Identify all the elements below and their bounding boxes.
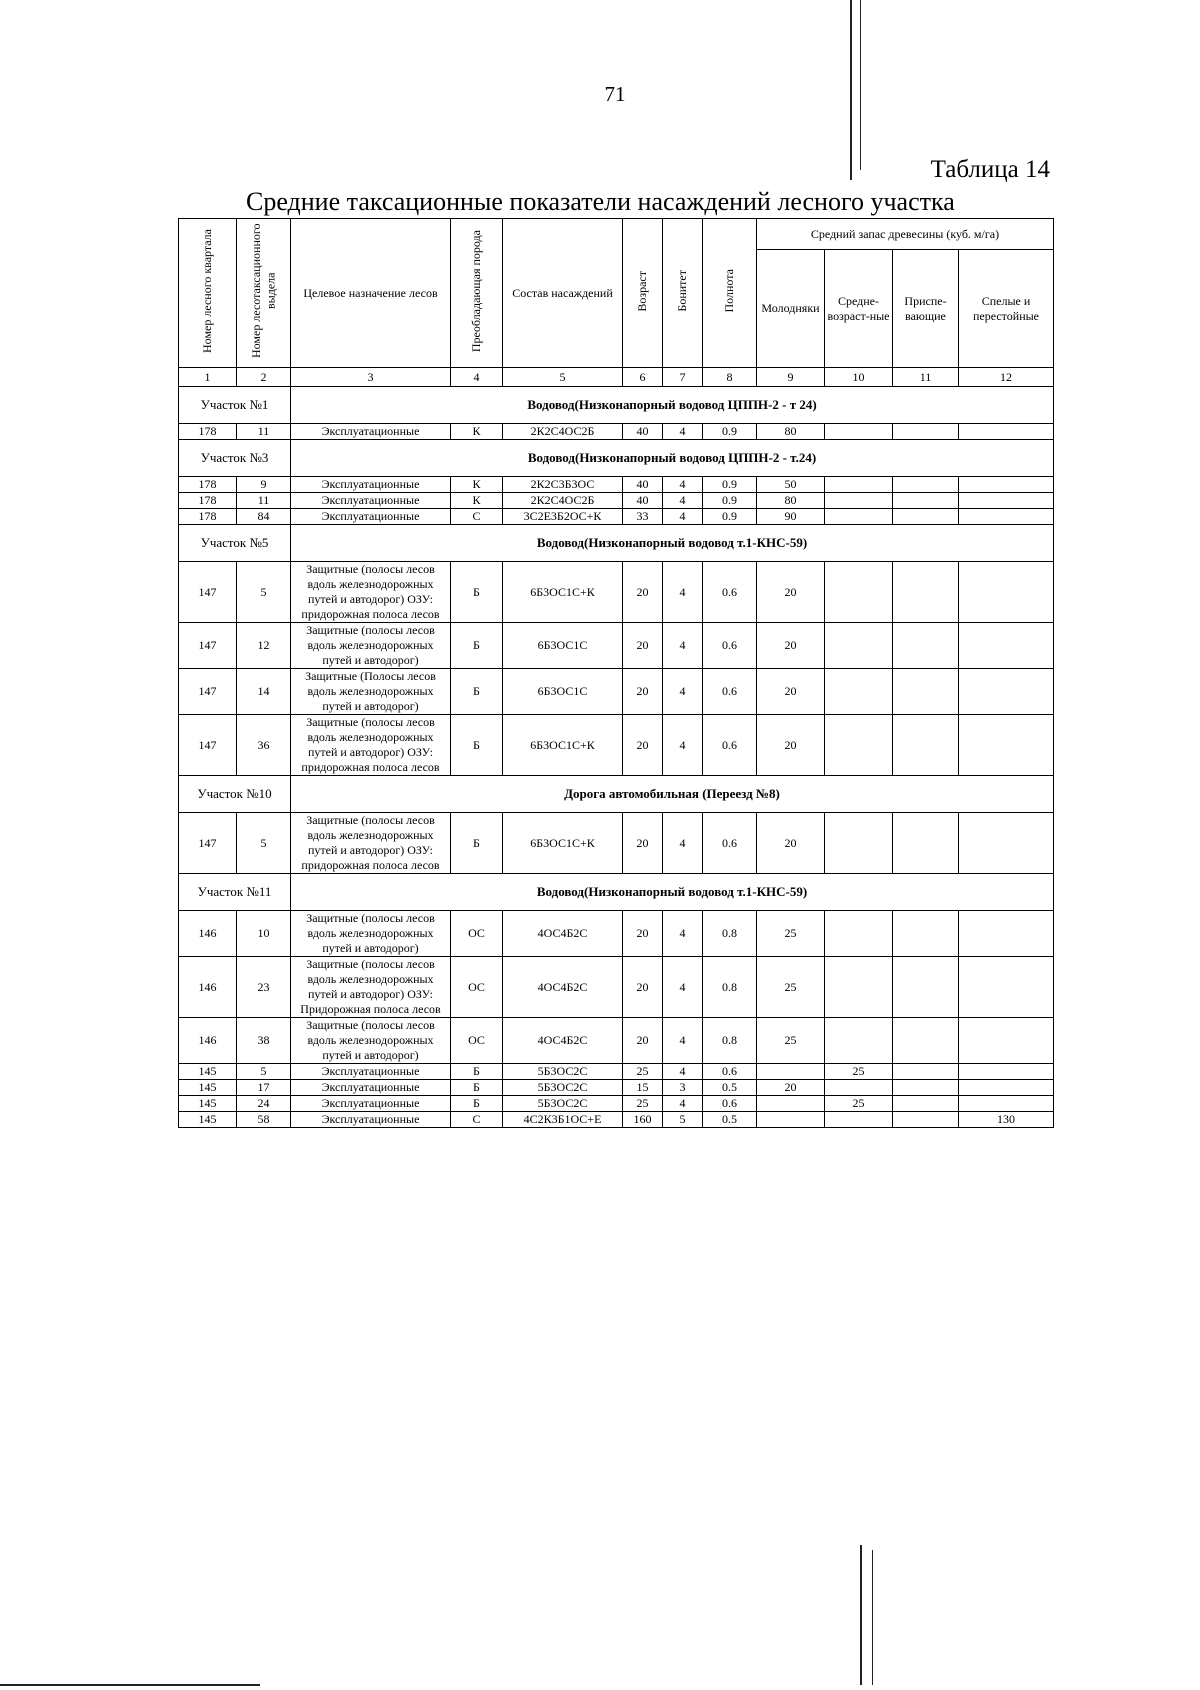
section-label: Участок №3 xyxy=(179,440,291,477)
table-cell: Эксплуатационные xyxy=(291,493,451,509)
table-cell: Эксплуатационные xyxy=(291,1112,451,1128)
table-row xyxy=(179,1018,1054,1064)
table-cell: 178 xyxy=(179,477,237,493)
table-cell xyxy=(959,477,1054,493)
column-number: 7 xyxy=(663,368,703,387)
table-cell: С xyxy=(451,509,503,525)
table-cell xyxy=(959,493,1054,509)
table-cell: 20 xyxy=(623,715,663,776)
table-cell xyxy=(825,493,893,509)
table-cell: Защитные (полосы лесов вдоль железнодорожных путей и автодорог) xyxy=(291,623,451,669)
table-cell: 147 xyxy=(179,562,237,623)
table-cell xyxy=(893,957,959,1018)
table-cell: 12 xyxy=(237,623,291,669)
table-cell: 10 xyxy=(237,911,291,957)
table-cell: К xyxy=(451,477,503,493)
table-cell xyxy=(825,669,893,715)
table-cell: 40 xyxy=(623,477,663,493)
table-cell: 5 xyxy=(237,813,291,874)
table-cell: Защитные (полосы лесов вдоль железнодорожных путей и автодорог) xyxy=(291,1018,451,1064)
table-cell xyxy=(825,424,893,440)
table-cell: 145 xyxy=(179,1064,237,1080)
table-cell xyxy=(959,715,1054,776)
table-cell: 40 xyxy=(623,424,663,440)
table-cell xyxy=(893,623,959,669)
table-cell: 146 xyxy=(179,1018,237,1064)
table-cell: К xyxy=(451,493,503,509)
table-cell: К xyxy=(451,424,503,440)
table-cell: 145 xyxy=(179,1080,237,1096)
table-cell: 25 xyxy=(825,1096,893,1112)
table-cell: 20 xyxy=(623,623,663,669)
table-cell: Защитные (полосы лесов вдоль железнодорожных путей и автодорог) ОЗУ: придорожная полоса лесов xyxy=(291,562,451,623)
column-number: 10 xyxy=(825,368,893,387)
table-cell xyxy=(893,669,959,715)
table-cell: 4 xyxy=(663,424,703,440)
table-cell: 0.6 xyxy=(703,623,757,669)
section-title: Дорога автомобильная (Переезд №8) xyxy=(291,776,1054,813)
table-cell xyxy=(757,1096,825,1112)
table-cell: 4 xyxy=(663,477,703,493)
table-cell: 6Б3ОС1С+К xyxy=(503,715,623,776)
table-cell: 0.8 xyxy=(703,957,757,1018)
table-cell: Эксплуатационные xyxy=(291,477,451,493)
section-header-row xyxy=(179,776,1054,813)
header-species: Преобладающая порода xyxy=(451,219,503,368)
header-bonitet: Бонитет xyxy=(663,219,703,368)
table-cell: 58 xyxy=(237,1112,291,1128)
table-cell: 6Б3ОС1С xyxy=(503,623,623,669)
table-row xyxy=(179,669,1054,715)
table-cell: 9 xyxy=(237,477,291,493)
table-cell: С xyxy=(451,1112,503,1128)
table-cell: 14 xyxy=(237,669,291,715)
table-row xyxy=(179,424,1054,440)
header-young: Молодняки xyxy=(757,250,825,368)
table-cell: 24 xyxy=(237,1096,291,1112)
table-cell: Б xyxy=(451,1080,503,1096)
table-cell: 3С2Е3Б2ОС+К xyxy=(503,509,623,525)
table-row xyxy=(179,813,1054,874)
table-cell: 20 xyxy=(757,623,825,669)
table-cell: Эксплуатационные xyxy=(291,1096,451,1112)
table-cell: 4 xyxy=(663,813,703,874)
table-cell xyxy=(959,623,1054,669)
table-cell: 147 xyxy=(179,813,237,874)
table-cell: 6Б3ОС1С+К xyxy=(503,562,623,623)
table-cell xyxy=(959,813,1054,874)
column-number: 11 xyxy=(893,368,959,387)
table-cell xyxy=(825,1112,893,1128)
table-cell: Эксплуатационные xyxy=(291,1080,451,1096)
table-cell: 130 xyxy=(959,1112,1054,1128)
header-purpose: Целевое назначение лесов xyxy=(291,219,451,368)
table-cell: 2К2С4ОС2Б xyxy=(503,424,623,440)
scan-artifact-line xyxy=(860,1545,862,1685)
section-label: Участок №5 xyxy=(179,525,291,562)
table-cell xyxy=(893,493,959,509)
header-composition: Состав насаждений xyxy=(503,219,623,368)
header-density: Полнота xyxy=(703,219,757,368)
table-cell xyxy=(757,1112,825,1128)
table-row xyxy=(179,1064,1054,1080)
table-cell xyxy=(959,957,1054,1018)
table-cell xyxy=(959,911,1054,957)
table-row xyxy=(179,1096,1054,1112)
column-number: 3 xyxy=(291,368,451,387)
section-title: Водовод(Низконапорный водовод ЦППН-2 - т 24) xyxy=(291,387,1054,424)
table-cell: 36 xyxy=(237,715,291,776)
table-cell xyxy=(893,477,959,493)
table-cell: 5Б3ОС2С xyxy=(503,1064,623,1080)
table-cell: 4 xyxy=(663,1096,703,1112)
table-cell: 3 xyxy=(663,1080,703,1096)
table-cell xyxy=(825,562,893,623)
table-cell: 80 xyxy=(757,493,825,509)
section-title: Водовод(Низконапорный водовод ЦППН-2 - т.24) xyxy=(291,440,1054,477)
table-cell: 147 xyxy=(179,715,237,776)
table-row xyxy=(179,715,1054,776)
table-cell xyxy=(959,1064,1054,1080)
table-cell: Б xyxy=(451,1096,503,1112)
table-cell: 20 xyxy=(757,562,825,623)
table-cell: 147 xyxy=(179,669,237,715)
table-cell: 0.6 xyxy=(703,562,757,623)
scan-artifact-line xyxy=(0,1684,260,1686)
table-cell xyxy=(893,1096,959,1112)
table-cell: 20 xyxy=(623,957,663,1018)
section-header-row xyxy=(179,387,1054,424)
table-cell: 4 xyxy=(663,623,703,669)
table-cell: 178 xyxy=(179,424,237,440)
header-middle: Средне-возраст-ные xyxy=(825,250,893,368)
table-cell: 4 xyxy=(663,957,703,1018)
table-cell: 20 xyxy=(623,813,663,874)
table-cell: 4 xyxy=(663,1064,703,1080)
table-cell: 5Б3ОС2С xyxy=(503,1096,623,1112)
table-cell xyxy=(893,715,959,776)
table-cell: 4 xyxy=(663,911,703,957)
table-row xyxy=(179,493,1054,509)
table-cell: 25 xyxy=(757,957,825,1018)
table-cell: 4ОС4Б2С xyxy=(503,1018,623,1064)
table-cell xyxy=(825,715,893,776)
section-header-row xyxy=(179,440,1054,477)
header-quarter: Номер лесного квартала xyxy=(179,219,237,368)
scan-artifact-line xyxy=(850,0,852,180)
column-number: 2 xyxy=(237,368,291,387)
table-cell: 15 xyxy=(623,1080,663,1096)
table-cell: Б xyxy=(451,623,503,669)
table-cell: 23 xyxy=(237,957,291,1018)
table-cell: 0.5 xyxy=(703,1080,757,1096)
header-plot: Номер лесотаксационного выдела xyxy=(237,219,291,368)
section-label: Участок №1 xyxy=(179,387,291,424)
table-cell: ОС xyxy=(451,957,503,1018)
table-cell: 20 xyxy=(757,715,825,776)
table-cell xyxy=(959,509,1054,525)
table-cell xyxy=(959,1096,1054,1112)
table-cell xyxy=(959,562,1054,623)
table-cell: 4 xyxy=(663,715,703,776)
table-title: Средние таксационные показатели насаждений лесного участка xyxy=(246,187,955,216)
table-cell: 33 xyxy=(623,509,663,525)
table-row xyxy=(179,477,1054,493)
table-cell xyxy=(825,477,893,493)
table-cell xyxy=(825,957,893,1018)
table-cell: 20 xyxy=(757,813,825,874)
table-cell: 178 xyxy=(179,493,237,509)
table-cell: 0.9 xyxy=(703,424,757,440)
table-cell: 0.6 xyxy=(703,715,757,776)
table-cell: 145 xyxy=(179,1112,237,1128)
header-maturing: Приспе-вающие xyxy=(893,250,959,368)
taxation-table xyxy=(178,218,1054,1128)
table-cell: Эксплуатационные xyxy=(291,1064,451,1080)
table-cell: 4ОС4Б2С xyxy=(503,957,623,1018)
table-cell: 0.8 xyxy=(703,1018,757,1064)
table-cell: 0.6 xyxy=(703,669,757,715)
table-cell xyxy=(825,1018,893,1064)
table-cell: 5 xyxy=(237,562,291,623)
table-cell: 0.9 xyxy=(703,477,757,493)
table-cell xyxy=(893,509,959,525)
header-stock-group: Средний запас древесины (куб. м/га) xyxy=(757,219,1054,250)
table-cell xyxy=(959,669,1054,715)
section-title: Водовод(Низконапорный водовод т.1-КНС-59) xyxy=(291,874,1054,911)
table-cell: 4ОС4Б2С xyxy=(503,911,623,957)
table-cell: 4 xyxy=(663,509,703,525)
table-cell: Б xyxy=(451,813,503,874)
table-cell: 0.8 xyxy=(703,911,757,957)
table-cell: 146 xyxy=(179,911,237,957)
column-number: 1 xyxy=(179,368,237,387)
table-cell: 4 xyxy=(663,562,703,623)
table-row xyxy=(179,509,1054,525)
table-cell: 20 xyxy=(623,911,663,957)
table-cell: 20 xyxy=(757,1080,825,1096)
section-header-row xyxy=(179,874,1054,911)
table-cell: 147 xyxy=(179,623,237,669)
column-number-row xyxy=(179,368,1054,387)
table-cell xyxy=(893,424,959,440)
table-cell: ОС xyxy=(451,911,503,957)
table-cell xyxy=(893,911,959,957)
column-number: 12 xyxy=(959,368,1054,387)
table-row xyxy=(179,623,1054,669)
column-number: 9 xyxy=(757,368,825,387)
table-cell: 5 xyxy=(663,1112,703,1128)
table-cell xyxy=(959,424,1054,440)
header-mature: Спелые и перестойные xyxy=(959,250,1054,368)
table-cell: 80 xyxy=(757,424,825,440)
table-cell xyxy=(825,813,893,874)
table-cell: 0.9 xyxy=(703,493,757,509)
table-cell: 38 xyxy=(237,1018,291,1064)
table-cell: 20 xyxy=(757,669,825,715)
table-cell: 2К2С4ОС2Б xyxy=(503,493,623,509)
table-cell xyxy=(893,562,959,623)
table-cell: Защитные (полосы лесов вдоль железнодорожных путей и автодорог) ОЗУ: придорожная полоса лесов xyxy=(291,813,451,874)
table-cell xyxy=(825,509,893,525)
table-cell xyxy=(825,623,893,669)
table-cell: Б xyxy=(451,669,503,715)
table-cell: 25 xyxy=(757,1018,825,1064)
table-cell xyxy=(825,1080,893,1096)
table-cell: 40 xyxy=(623,493,663,509)
table-cell: 160 xyxy=(623,1112,663,1128)
table-row xyxy=(179,957,1054,1018)
table-cell: 20 xyxy=(623,1018,663,1064)
column-number: 4 xyxy=(451,368,503,387)
column-number: 6 xyxy=(623,368,663,387)
page-number: 71 xyxy=(604,82,626,106)
table-cell: 146 xyxy=(179,957,237,1018)
table-cell: Б xyxy=(451,562,503,623)
table-cell: 178 xyxy=(179,509,237,525)
table-cell: 5 xyxy=(237,1064,291,1080)
table-cell: 25 xyxy=(623,1096,663,1112)
table-cell: Эксплуатационные xyxy=(291,424,451,440)
table-cell: 6Б3ОС1С+К xyxy=(503,813,623,874)
table-cell xyxy=(893,1064,959,1080)
table-cell xyxy=(893,1018,959,1064)
section-title: Водовод(Низконапорный водовод т.1-КНС-59) xyxy=(291,525,1054,562)
table-cell: Защитные (полосы лесов вдоль железнодорожных путей и автодорог) ОЗУ: Придорожная полоса лесов xyxy=(291,957,451,1018)
column-number: 8 xyxy=(703,368,757,387)
section-label: Участок №10 xyxy=(179,776,291,813)
table-cell: Защитные (Полосы лесов вдоль железнодорожных путей и автодорог) xyxy=(291,669,451,715)
table-cell: 0.6 xyxy=(703,813,757,874)
table-cell: Эксплуатационные xyxy=(291,509,451,525)
table-caption: Таблица 14 xyxy=(930,156,1050,183)
scan-artifact-line xyxy=(872,1550,873,1685)
table-cell: 4 xyxy=(663,1018,703,1064)
table-cell: 6Б3ОС1С xyxy=(503,669,623,715)
table-cell: 0.6 xyxy=(703,1064,757,1080)
table-cell: 0.6 xyxy=(703,1096,757,1112)
table-cell: Защитные (полосы лесов вдоль железнодорожных путей и автодорог) ОЗУ: придорожная полоса лесов xyxy=(291,715,451,776)
table-cell: 145 xyxy=(179,1096,237,1112)
table-cell: 2К2С3Б3ОС xyxy=(503,477,623,493)
table-row xyxy=(179,911,1054,957)
table-cell xyxy=(893,1080,959,1096)
table-cell: 84 xyxy=(237,509,291,525)
column-number: 5 xyxy=(503,368,623,387)
table-cell: 25 xyxy=(757,911,825,957)
table-row xyxy=(179,1080,1054,1096)
table-cell: Б xyxy=(451,715,503,776)
table-cell: 11 xyxy=(237,424,291,440)
table-cell xyxy=(893,813,959,874)
table-cell: 20 xyxy=(623,562,663,623)
table-cell: 4 xyxy=(663,669,703,715)
table-cell: 25 xyxy=(623,1064,663,1080)
table-cell: 4 xyxy=(663,493,703,509)
table-cell: 17 xyxy=(237,1080,291,1096)
table-cell: 11 xyxy=(237,493,291,509)
table-row xyxy=(179,1112,1054,1128)
table-cell: 4С2К3Б1ОС+Е xyxy=(503,1112,623,1128)
table-cell: 20 xyxy=(623,669,663,715)
table-cell xyxy=(959,1018,1054,1064)
table-cell xyxy=(893,1112,959,1128)
scan-artifact-line xyxy=(860,0,861,170)
table-cell: ОС xyxy=(451,1018,503,1064)
section-header-row xyxy=(179,525,1054,562)
table-cell: Защитные (полосы лесов вдоль железнодорожных путей и автодорог) xyxy=(291,911,451,957)
table-cell: 0.9 xyxy=(703,509,757,525)
table-cell: 90 xyxy=(757,509,825,525)
table-cell: 5Б3ОС2С xyxy=(503,1080,623,1096)
table-cell: 50 xyxy=(757,477,825,493)
section-label: Участок №11 xyxy=(179,874,291,911)
header-age: Возраст xyxy=(623,219,663,368)
table-cell xyxy=(757,1064,825,1080)
table-cell xyxy=(959,1080,1054,1096)
table-cell: 0.5 xyxy=(703,1112,757,1128)
table-cell: Б xyxy=(451,1064,503,1080)
table-row xyxy=(179,562,1054,623)
table-cell: 25 xyxy=(825,1064,893,1080)
table-cell xyxy=(825,911,893,957)
